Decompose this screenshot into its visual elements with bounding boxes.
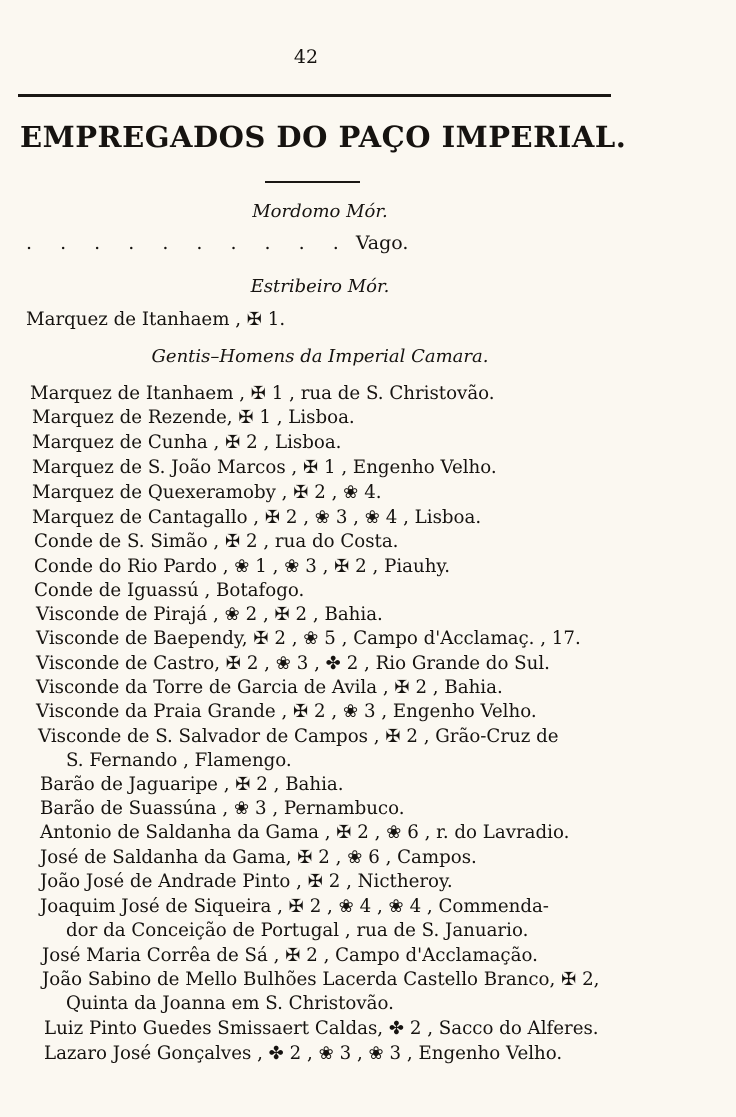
- list-item: Barão de Suassúna , ❀ 3 , Pernambuco.: [40, 798, 405, 819]
- heading-mordomo: Mordomo Mór.: [252, 201, 388, 222]
- list-item: Marquez de S. João Marcos , ✠ 1 , Engenho Velho.: [32, 457, 497, 478]
- list-item: Marquez de Itanhaem , ✠ 1 , rua de S. Christovão.: [30, 383, 495, 404]
- page-number: 42: [293, 46, 319, 68]
- page-title: EMPREGADOS DO PAÇO IMPERIAL.: [20, 120, 627, 154]
- list-item: Visconde da Torre de Garcia de Avila , ✠ 2 , Bahia.: [36, 677, 503, 698]
- list-item: Visconde de Baependy, ✠ 2 , ❀ 5 , Campo d'Acclamaç. , 17.: [36, 628, 581, 649]
- list-item: Conde do Rio Pardo , ❀ 1 , ❀ 3 , ✠ 2 , Piauhy.: [34, 556, 451, 577]
- list-item-continuation: S. Fernando , Flamengo.: [66, 750, 292, 771]
- header-rule: [18, 94, 611, 97]
- list-item: José Maria Corrêa de Sá , ✠ 2 , Campo d'Acclamação.: [42, 945, 538, 966]
- list-item: Conde de S. Simão , ✠ 2 , rua do Costa.: [34, 531, 399, 552]
- list-item: Visconde de Pirajá , ❀ 2 , ✠ 2 , Bahia.: [36, 604, 383, 625]
- list-item: Marquez de Rezende, ✠ 1 , Lisboa.: [32, 407, 355, 428]
- list-item: Conde de Iguassú , Botafogo.: [34, 580, 305, 601]
- list-item-continuation: dor da Conceição de Portugal , rua de S. Januario.: [66, 920, 529, 941]
- list-item: João Sabino de Mello Bulhões Lacerda Castello Branco, ✠ 2,: [42, 969, 600, 990]
- list-item: Marquez de Cunha , ✠ 2 , Lisboa.: [32, 432, 342, 453]
- list-item: José de Saldanha da Gama, ✠ 2 , ❀ 6 , Campos.: [40, 847, 477, 868]
- list-item: Barão de Jaguaripe , ✠ 2 , Bahia.: [40, 774, 344, 795]
- leader-dots: . . . . . . . . . .: [26, 232, 350, 254]
- list-item: Visconde da Praia Grande , ✠ 2 , ❀ 3 , Engenho Velho.: [36, 701, 537, 722]
- estribeiro-entry: Marquez de Itanhaem , ✠ 1.: [26, 309, 286, 330]
- title-rule: [265, 181, 360, 183]
- mordomo-value: Vago.: [355, 232, 409, 254]
- list-item: Antonio de Saldanha da Gama , ✠ 2 , ❀ 6 , r. do Lavradio.: [40, 822, 570, 843]
- list-item: Visconde de Castro, ✠ 2 , ❀ 3 , ✤ 2 , Rio Grande do Sul.: [36, 653, 550, 674]
- list-item: Luiz Pinto Guedes Smissaert Caldas, ✤ 2 , Sacco do Alferes.: [44, 1018, 599, 1039]
- list-item: Marquez de Cantagallo , ✠ 2 , ❀ 3 , ❀ 4 , Lisboa.: [32, 507, 482, 528]
- list-item-continuation: Quinta da Joanna em S. Christovão.: [66, 993, 394, 1014]
- list-item: Lazaro José Gonçalves , ✤ 2 , ❀ 3 , ❀ 3 , Engenho Velho.: [44, 1043, 563, 1064]
- heading-estribeiro: Estribeiro Mór.: [250, 276, 390, 297]
- mordomo-entry: [26, 232, 408, 254]
- heading-gentis-homens: Gentis–Homens da Imperial Camara.: [151, 346, 489, 367]
- list-item: Joaquim José de Siqueira , ✠ 2 , ❀ 4 , ❀ 4 , Commenda-: [40, 896, 549, 917]
- list-item: Visconde de S. Salvador de Campos , ✠ 2 , Grão-Cruz de: [38, 726, 559, 747]
- list-item: Marquez de Quexeramoby , ✠ 2 , ❀ 4.: [32, 482, 382, 503]
- list-item: João José de Andrade Pinto , ✠ 2 , Nictheroy.: [40, 871, 453, 892]
